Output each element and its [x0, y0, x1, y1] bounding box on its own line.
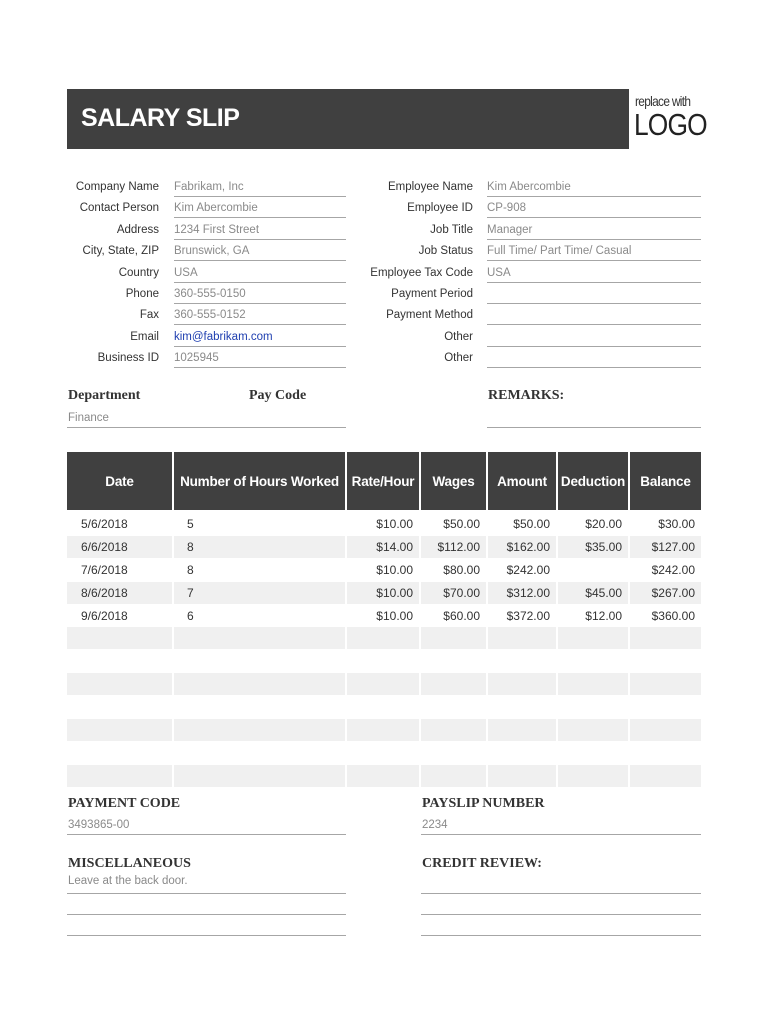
row-stripe [488, 627, 556, 649]
company-label-1: Contact Person [79, 202, 159, 215]
table-cell-3-2[interactable]: $10.00 [376, 586, 413, 600]
table-cell-0-0[interactable]: 5/6/2018 [81, 517, 128, 531]
employee-label-4: Employee Tax Code [370, 266, 473, 279]
credit-review-underline-3 [421, 935, 701, 936]
employee-value-8[interactable] [487, 348, 701, 368]
table-cell-4-0[interactable]: 9/6/2018 [81, 609, 128, 623]
row-stripe [630, 673, 701, 695]
table-cell-2-3[interactable]: $80.00 [443, 563, 480, 577]
employee-label-5: Payment Period [391, 288, 473, 300]
department-label: Department [68, 388, 141, 403]
table-cell-4-3[interactable]: $60.00 [443, 609, 480, 623]
table-cell-0-1[interactable]: 5 [187, 517, 194, 531]
company-label-7: Email [130, 330, 159, 343]
row-stripe [174, 582, 345, 604]
employee-value-3[interactable]: Full Time/ Part Time/ Casual [487, 241, 701, 261]
table-cell-2-4[interactable]: $242.00 [506, 563, 550, 577]
table-cell-4-1[interactable]: 6 [187, 609, 194, 623]
company-value-4[interactable]: USA [174, 263, 346, 283]
company-label-0: Company Name [75, 181, 159, 193]
employee-label-6: Payment Method [386, 309, 473, 322]
employee-value-6[interactable] [487, 305, 701, 325]
row-stripe [630, 765, 701, 787]
employee-label-7: Other [444, 330, 473, 343]
table-cell-1-3[interactable]: $112.00 [437, 540, 480, 554]
row-stripe [630, 627, 701, 649]
row-stripe [421, 765, 486, 787]
payment-code-value[interactable]: 3493865-00 [68, 819, 130, 831]
row-stripe [488, 673, 556, 695]
row-stripe [558, 673, 628, 695]
row-stripe [421, 673, 486, 695]
table-cell-1-6[interactable]: $127.00 [651, 540, 695, 554]
employee-label-1: Employee ID [407, 202, 473, 215]
table-cell-1-0[interactable]: 6/6/2018 [81, 540, 128, 554]
table-cell-3-1[interactable]: 7 [187, 586, 194, 600]
miscellaneous-underline-1 [67, 893, 346, 894]
table-cell-0-5[interactable]: $20.00 [585, 517, 622, 531]
row-stripe [421, 719, 486, 741]
employee-label-0: Employee Name [387, 181, 473, 193]
table-cell-2-0[interactable]: 7/6/2018 [81, 563, 128, 577]
credit-review-label: CREDIT REVIEW: [422, 856, 542, 871]
table-cell-2-2[interactable]: $10.00 [376, 563, 413, 577]
table-cell-0-2[interactable]: $10.00 [376, 517, 413, 531]
table-cell-3-3[interactable]: $70.00 [443, 586, 480, 600]
table-cell-4-6[interactable]: $360.00 [651, 609, 695, 623]
company-value-7[interactable]: kim@fabrikam.com [174, 327, 346, 347]
row-stripe [421, 627, 486, 649]
row-stripe [347, 765, 419, 787]
company-label-3: City, State, ZIP [82, 245, 159, 258]
employee-label-8: Other [444, 352, 473, 365]
company-value-0[interactable]: Fabrikam, Inc [174, 177, 346, 197]
table-cell-4-5[interactable]: $12.00 [585, 609, 622, 623]
column-header-0: Date [67, 452, 172, 510]
table-cell-1-4[interactable]: $162.00 [506, 540, 550, 554]
credit-review-underline-1 [421, 893, 701, 894]
employee-value-1[interactable]: CP-908 [487, 198, 701, 218]
row-stripe [558, 765, 628, 787]
company-label-5: Phone [125, 288, 159, 300]
row-stripe [174, 536, 345, 558]
company-value-6[interactable]: 360-555-0152 [174, 305, 346, 325]
row-stripe [558, 627, 628, 649]
employee-value-4[interactable]: USA [487, 263, 701, 283]
row-stripe [67, 765, 172, 787]
employee-label-3: Job Status [418, 245, 473, 258]
logo-placeholder-caption: replace with [635, 93, 691, 109]
column-header-2: Rate/Hour [347, 452, 419, 510]
payment-code-label: PAYMENT CODE [68, 796, 181, 811]
employee-label-2: Job Title [430, 223, 473, 236]
row-stripe [558, 719, 628, 741]
payslip-number-value[interactable]: 2234 [422, 819, 448, 831]
table-cell-0-3[interactable]: $50.00 [443, 517, 480, 531]
company-value-1[interactable]: Kim Abercombie [174, 198, 346, 218]
table-cell-1-2[interactable]: $14.00 [376, 540, 413, 554]
table-cell-1-5[interactable]: $35.00 [585, 540, 622, 554]
column-header-5: Deduction [558, 452, 628, 510]
column-header-4: Amount [488, 452, 556, 510]
table-cell-2-1[interactable]: 8 [187, 563, 194, 577]
table-cell-4-4[interactable]: $372.00 [506, 609, 550, 623]
credit-review-underline-2 [421, 914, 701, 915]
company-value-5[interactable]: 360-555-0150 [174, 284, 346, 304]
row-stripe [67, 673, 172, 695]
table-cell-3-5[interactable]: $45.00 [585, 586, 622, 600]
logo-placeholder: LOGO [634, 107, 707, 142]
row-stripe [174, 719, 345, 741]
row-stripe [488, 765, 556, 787]
payment-code-underline [67, 834, 346, 835]
company-label-4: Country [118, 266, 159, 279]
row-stripe [488, 719, 556, 741]
miscellaneous-underline-3 [67, 935, 346, 936]
pay-code-label: Pay Code [249, 388, 307, 403]
row-stripe [174, 765, 345, 787]
remarks-label: REMARKS: [488, 388, 565, 403]
employee-value-0[interactable]: Kim Abercombie [487, 177, 701, 197]
miscellaneous-underline-2 [67, 914, 346, 915]
table-cell-1-1[interactable]: 8 [187, 540, 194, 554]
company-label-8: Business ID [97, 352, 159, 365]
payslip-number-underline [421, 834, 701, 835]
table-cell-3-0[interactable]: 8/6/2018 [81, 586, 128, 600]
row-stripe [67, 719, 172, 741]
row-stripe [174, 673, 345, 695]
table-cell-3-6[interactable]: $267.00 [651, 586, 695, 600]
column-header-1: Number of Hours Worked [174, 452, 345, 510]
table-cell-0-4[interactable]: $50.00 [513, 517, 550, 531]
employee-value-2[interactable]: Manager [487, 220, 701, 240]
table-cell-4-2[interactable]: $10.00 [376, 609, 413, 623]
company-label-2: Address [116, 223, 159, 236]
column-header-6: Balance [630, 452, 701, 510]
table-cell-2-6[interactable]: $242.00 [651, 563, 695, 577]
page-title: SALARY SLIP [81, 104, 240, 132]
table-cell-0-6[interactable]: $30.00 [658, 517, 695, 531]
company-value-2[interactable]: 1234 First Street [174, 220, 346, 240]
company-value-8[interactable]: 1025945 [174, 348, 346, 368]
company-value-3[interactable]: Brunswick, GA [174, 241, 346, 261]
remarks-underline [487, 427, 701, 428]
column-header-3: Wages [421, 452, 486, 510]
table-cell-2-5[interactable] [558, 559, 622, 581]
employee-value-7[interactable] [487, 327, 701, 347]
miscellaneous-label: MISCELLANEOUS [68, 856, 191, 871]
row-stripe [174, 627, 345, 649]
miscellaneous-value[interactable]: Leave at the back door. [68, 875, 188, 887]
company-label-6: Fax [139, 309, 159, 322]
row-stripe [347, 627, 419, 649]
department-value[interactable]: Finance [68, 412, 109, 424]
payslip-number-label: PAYSLIP NUMBER [422, 796, 545, 811]
department-underline [67, 427, 346, 428]
row-stripe [347, 719, 419, 741]
row-stripe [630, 719, 701, 741]
employee-value-5[interactable] [487, 284, 701, 304]
row-stripe [347, 673, 419, 695]
table-cell-3-4[interactable]: $312.00 [506, 586, 550, 600]
row-stripe [67, 627, 172, 649]
